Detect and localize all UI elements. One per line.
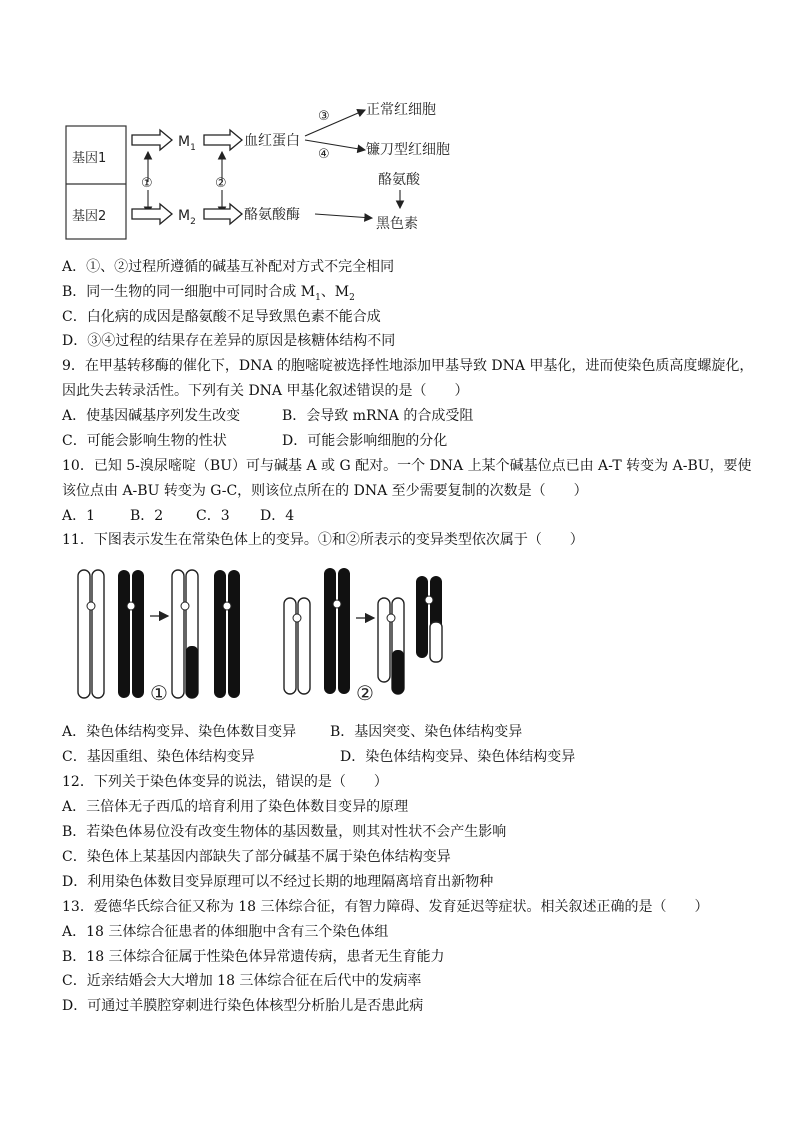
chromosome-pair-before-2 — [284, 568, 350, 694]
q8-option-b: B．同一生物的同一细胞中可同时合成 $M_1$、$M_2$ — [62, 284, 355, 303]
q13-option-c: C．近亲结婚会大大增加 18 三体综合征在后代中的发病率 — [62, 973, 422, 989]
q13-option-b: B．18 三体综合征属于性染色体异常遗传病，患者无生育能力 — [62, 949, 445, 965]
q10-option-d: D．4 — [260, 508, 295, 524]
hollow-arrow-icon — [132, 130, 172, 150]
q10-stem-line2: 该位点由 A-BU 转变为 G-C，则该位点所在的 DNA 至少需要复制的次数是（ ） — [62, 483, 588, 499]
q8-option-d: D．③④过程的结果存在差异的原因是核糖体结构不同 — [62, 333, 396, 349]
q12-option-d: D．利用染色体数目变异原理可以不经过长期的地理隔离培育出新物种 — [62, 874, 494, 890]
figure-label-2: ② — [356, 681, 374, 705]
tyrosinase-label: 酪氨酸酶 — [244, 207, 300, 223]
q11-option-c: C．基因重组、染色体结构变异 — [62, 749, 255, 765]
figure-label-1: ① — [150, 681, 168, 705]
q13-option-d: D．可通过羊膜腔穿刺进行染色体核型分析胎儿是否患此病 — [62, 998, 424, 1014]
sickle-rbc-label: 镰刀型红细胞 — [366, 142, 450, 158]
m1-label: $M_1$ — [178, 134, 196, 153]
m2-label: $M_2$ — [178, 208, 196, 227]
q10-option-c: C．3 — [196, 508, 230, 524]
q8-option-c: C．白化病的成因是酪氨酸不足导致黑色素不能合成 — [62, 309, 381, 325]
q13-option-a: A．18 三体综合征患者的体细胞中含有三个染色体组 — [62, 924, 389, 940]
q11-option-d: D．染色体结构变异、染色体结构变异 — [340, 749, 576, 765]
chromosome-pair-after-1 — [172, 570, 240, 698]
hollow-arrow-icon — [204, 204, 242, 224]
chromosome-pair-after-2 — [378, 576, 442, 694]
q9-stem-line2: 因此失去转录活性。下列有关 DNA 甲基化叙述错误的是（ ） — [62, 383, 469, 399]
q12-option-c: C．染色体上某基因内部缺失了部分碱基不属于染色体结构变异 — [62, 849, 451, 865]
q9-option-a: A．使基因碱基序列发生改变 — [62, 408, 241, 424]
hollow-arrow-icon — [204, 130, 242, 150]
tyrosine-label: 酪氨酸 — [378, 172, 420, 188]
gene2-label: 基因2 — [72, 209, 107, 224]
step3-label: ③ — [318, 109, 330, 124]
q12-stem: 12．下列关于染色体变异的说法，错误的是（ ） — [62, 774, 388, 790]
q10-option-a: A．1 — [62, 508, 96, 524]
step4-label: ④ — [318, 147, 330, 162]
q9-option-c: C．可能会影响生物的性状 — [62, 433, 227, 449]
q11-stem: 11．下图表示发生在常染色体上的变异。①和②所表示的变异类型依次属于（ ） — [62, 532, 584, 548]
hemoglobin-label: 血红蛋白 — [244, 133, 300, 149]
q9-stem-line1: 9．在甲基转移酶的催化下，DNA 的胞嘧啶被选择性地添加甲基导致 DNA 甲基化，进而使染色质高度螺旋化， — [62, 358, 754, 374]
q12-option-a: A．三倍体无子西瓜的培育利用了染色体数目变异的原理 — [62, 799, 409, 815]
gene1-label: 基因1 — [72, 151, 107, 166]
melanin-label: 黑色素 — [376, 216, 418, 232]
normal-rbc-label: 正常红细胞 — [366, 102, 436, 118]
q8-option-a: A．①、②过程所遵循的碱基互补配对方式不完全相同 — [62, 259, 395, 275]
chromosome-variation-figure — [64, 562, 464, 710]
q11-option-b: B．基因突变、染色体结构变异 — [330, 724, 523, 740]
q10-option-b: B．2 — [130, 508, 164, 524]
step2-label: ② — [215, 176, 227, 191]
q11-option-a: A．染色体结构变异、染色体数目变异 — [62, 724, 297, 740]
gene-expression-diagram — [60, 96, 460, 244]
q13-stem: 13．爱德华氏综合征又称为 18 三体综合征，有智力障碍、发育延迟等症状。相关叙述正确的是（ ） — [62, 899, 709, 915]
q12-option-b: B．若染色体易位没有改变生物体的基因数量，则其对性状不会产生影响 — [62, 824, 507, 840]
step1-label: ① — [141, 176, 153, 191]
q9-option-b: B．会导致 mRNA 的合成受阻 — [282, 408, 474, 424]
chromosome-pair-before-1 — [78, 570, 144, 698]
q10-stem-line1: 10．已知 5-溴尿嘧啶（BU）可与碱基 A 或 G 配对。一个 DNA 上某个碱基位点已由 A-T 转变为 A-BU，要使 — [62, 458, 752, 474]
hollow-arrow-icon — [132, 204, 172, 224]
q9-option-d: D．可能会影响细胞的分化 — [282, 433, 448, 449]
